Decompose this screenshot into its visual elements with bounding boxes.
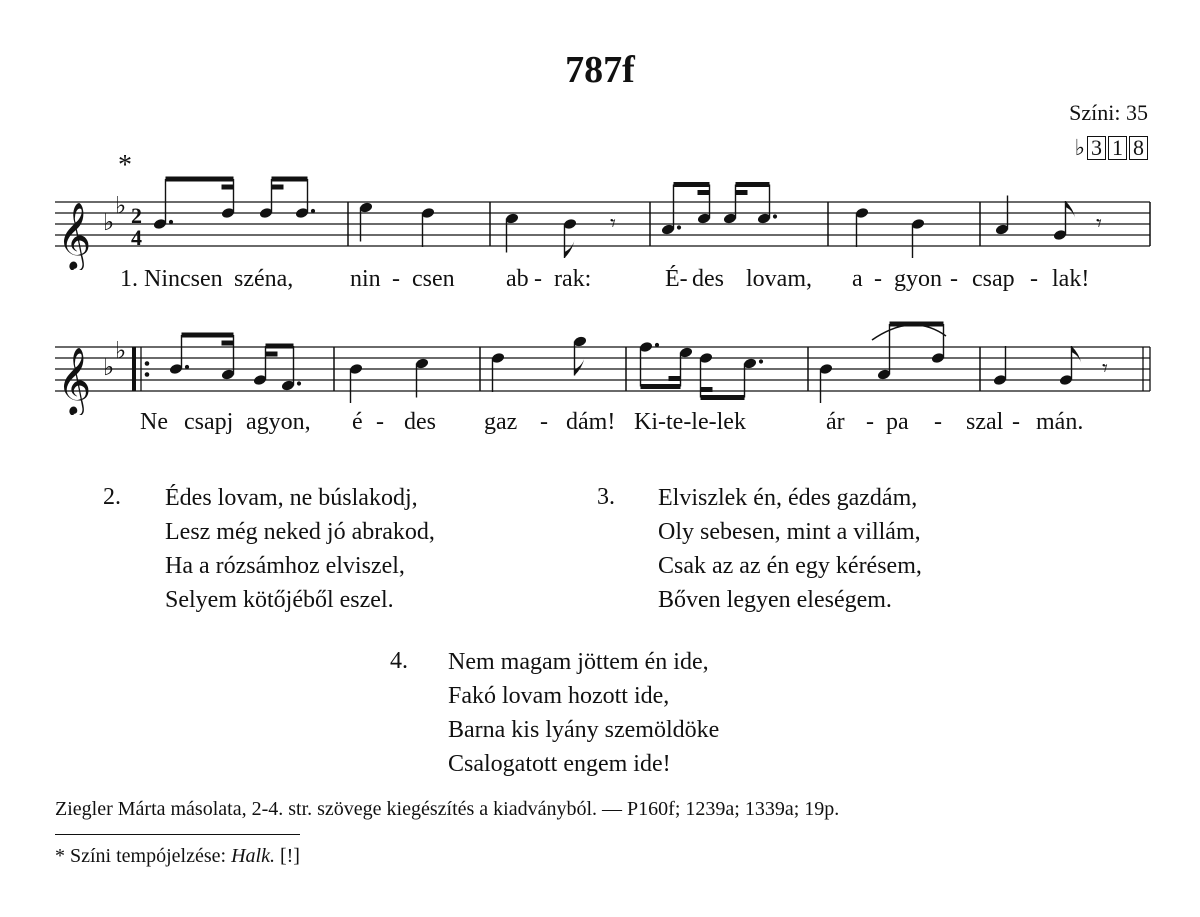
verse-line: Barna kis lyány szemöldöke xyxy=(448,717,720,743)
dot xyxy=(655,343,659,347)
note-flag xyxy=(1072,346,1082,364)
lyric-syllable: ár xyxy=(826,409,845,435)
dot xyxy=(311,209,315,213)
treble-clef: 𝄞 xyxy=(57,201,92,269)
lyric-hyphen: - xyxy=(934,409,942,435)
lyric-hyphen: - xyxy=(1030,266,1038,292)
verse-number: 2. xyxy=(103,484,121,510)
verse-line: Elviszlek én, édes gazdám, xyxy=(658,485,918,511)
dot xyxy=(169,220,173,224)
lyric-syllable: csapj xyxy=(184,409,234,435)
code-box: 8 xyxy=(1129,136,1148,160)
lyric-syllable: gaz xyxy=(484,409,518,435)
dot xyxy=(759,359,763,363)
dot xyxy=(185,365,189,369)
repeat-dot xyxy=(145,361,150,366)
note-flag xyxy=(575,358,585,376)
time-signature: 4 xyxy=(131,225,142,250)
lyric-hyphen: - xyxy=(392,266,400,292)
verse-line: Csak az az én egy kérésem, xyxy=(658,553,922,579)
lyric-syllable: nin xyxy=(350,266,381,292)
flat-sign: ♭ xyxy=(1074,135,1085,160)
verse-line: Oly sebesen, mint a villám, xyxy=(658,519,921,545)
lyric-hyphen: - xyxy=(534,266,542,292)
verse-line: Csalogatott engem ide! xyxy=(448,751,671,777)
code-box: 1 xyxy=(1108,136,1127,160)
lyric-syllable: agyon, xyxy=(246,409,311,435)
lyric-syllable: É- xyxy=(665,266,688,292)
page-title: 787f xyxy=(565,49,635,91)
flat-sign: ♭ xyxy=(103,208,115,236)
lyric-syllable: csap xyxy=(972,266,1015,292)
lyric-hyphen: - xyxy=(950,266,958,292)
tempo-footnote-marking: Halk. xyxy=(231,845,275,867)
lyric-syllable: dám! xyxy=(566,409,616,435)
eighth-rest: 𝄾 xyxy=(1096,211,1102,237)
lyric-syllable: 1. Nincsen xyxy=(120,266,223,292)
tempo-footnote xyxy=(55,845,300,868)
lyric-syllable: széna, xyxy=(234,266,294,292)
music-staff-1 xyxy=(0,170,1200,270)
lyric-hyphen: - xyxy=(874,266,882,292)
verse-line: Selyem kötőjéből eszel. xyxy=(165,587,394,613)
tempo-footnote-suffix: [!] xyxy=(274,845,300,867)
lyric-hyphen: - xyxy=(1012,409,1020,435)
lyric-syllable: des xyxy=(404,409,436,435)
verse-number: 3. xyxy=(597,484,615,510)
lyric-syllable: mán. xyxy=(1036,409,1084,435)
source-reference: Színi: 35 xyxy=(1069,100,1148,125)
lyric-syllable: Ne xyxy=(140,409,168,435)
lyric-syllable: Ki-te-le-lek xyxy=(634,409,746,435)
lyric-syllable: lovam, xyxy=(746,266,812,292)
verse-line: Lesz még neked jó abrakod, xyxy=(165,519,435,545)
eighth-rest: 𝄾 xyxy=(1102,356,1108,382)
lyric-syllable: pa xyxy=(886,409,909,435)
treble-clef: 𝄞 xyxy=(57,346,92,414)
note-flag xyxy=(565,240,575,258)
lyric-syllable: é xyxy=(352,409,363,435)
flat-sign: ♭ xyxy=(115,336,127,365)
lyric-hyphen: - xyxy=(540,409,548,435)
dot xyxy=(677,225,681,229)
lyric-syllable: szal xyxy=(966,409,1004,435)
verse-line: Fakó lovam hozott ide, xyxy=(448,683,670,709)
lyric-syllable: csen xyxy=(412,266,455,292)
footnote-divider xyxy=(55,834,300,835)
lyric-hyphen: - xyxy=(376,409,384,435)
flat-sign: ♭ xyxy=(115,191,127,220)
verse-line: Nem magam jöttem én ide, xyxy=(448,649,709,675)
time-signature: 2 xyxy=(131,203,142,228)
verse-line: Ha a rózsámhoz elviszel, xyxy=(165,553,405,579)
tempo-footnote-prefix: * Színi tempójelzése: xyxy=(55,845,232,867)
footnote-marker: * xyxy=(118,150,132,181)
code-box: 3 xyxy=(1087,136,1106,160)
lyric-hyphen: - xyxy=(866,409,874,435)
repeat-dot xyxy=(145,372,150,377)
dot xyxy=(297,381,301,385)
flat-sign: ♭ xyxy=(103,353,115,381)
repeat-bar xyxy=(132,347,136,391)
music-staff-2 xyxy=(0,315,1200,415)
eighth-rest: 𝄾 xyxy=(610,211,616,237)
verse-line: Bőven legyen eleségem. xyxy=(658,587,892,613)
lyric-syllable: a xyxy=(852,266,863,292)
classification-code xyxy=(1075,135,1148,161)
lyric-syllable: des xyxy=(692,266,724,292)
verse-number: 4. xyxy=(390,648,408,674)
lyric-syllable: ab xyxy=(506,266,529,292)
lyric-syllable: rak: xyxy=(554,266,592,292)
lyric-syllable: gyon xyxy=(894,266,942,292)
dot xyxy=(773,214,777,218)
verse-line: Édes lovam, ne búslakodj, xyxy=(165,485,418,511)
lyric-syllable: lak! xyxy=(1052,266,1090,292)
source-note: Ziegler Márta másolata, 2-4. str. szövege kiegészítés a kiadványból. — P160f; 1239a; 1339a; 19p. xyxy=(55,798,840,820)
slur xyxy=(872,325,946,340)
note-flag xyxy=(1066,201,1076,219)
